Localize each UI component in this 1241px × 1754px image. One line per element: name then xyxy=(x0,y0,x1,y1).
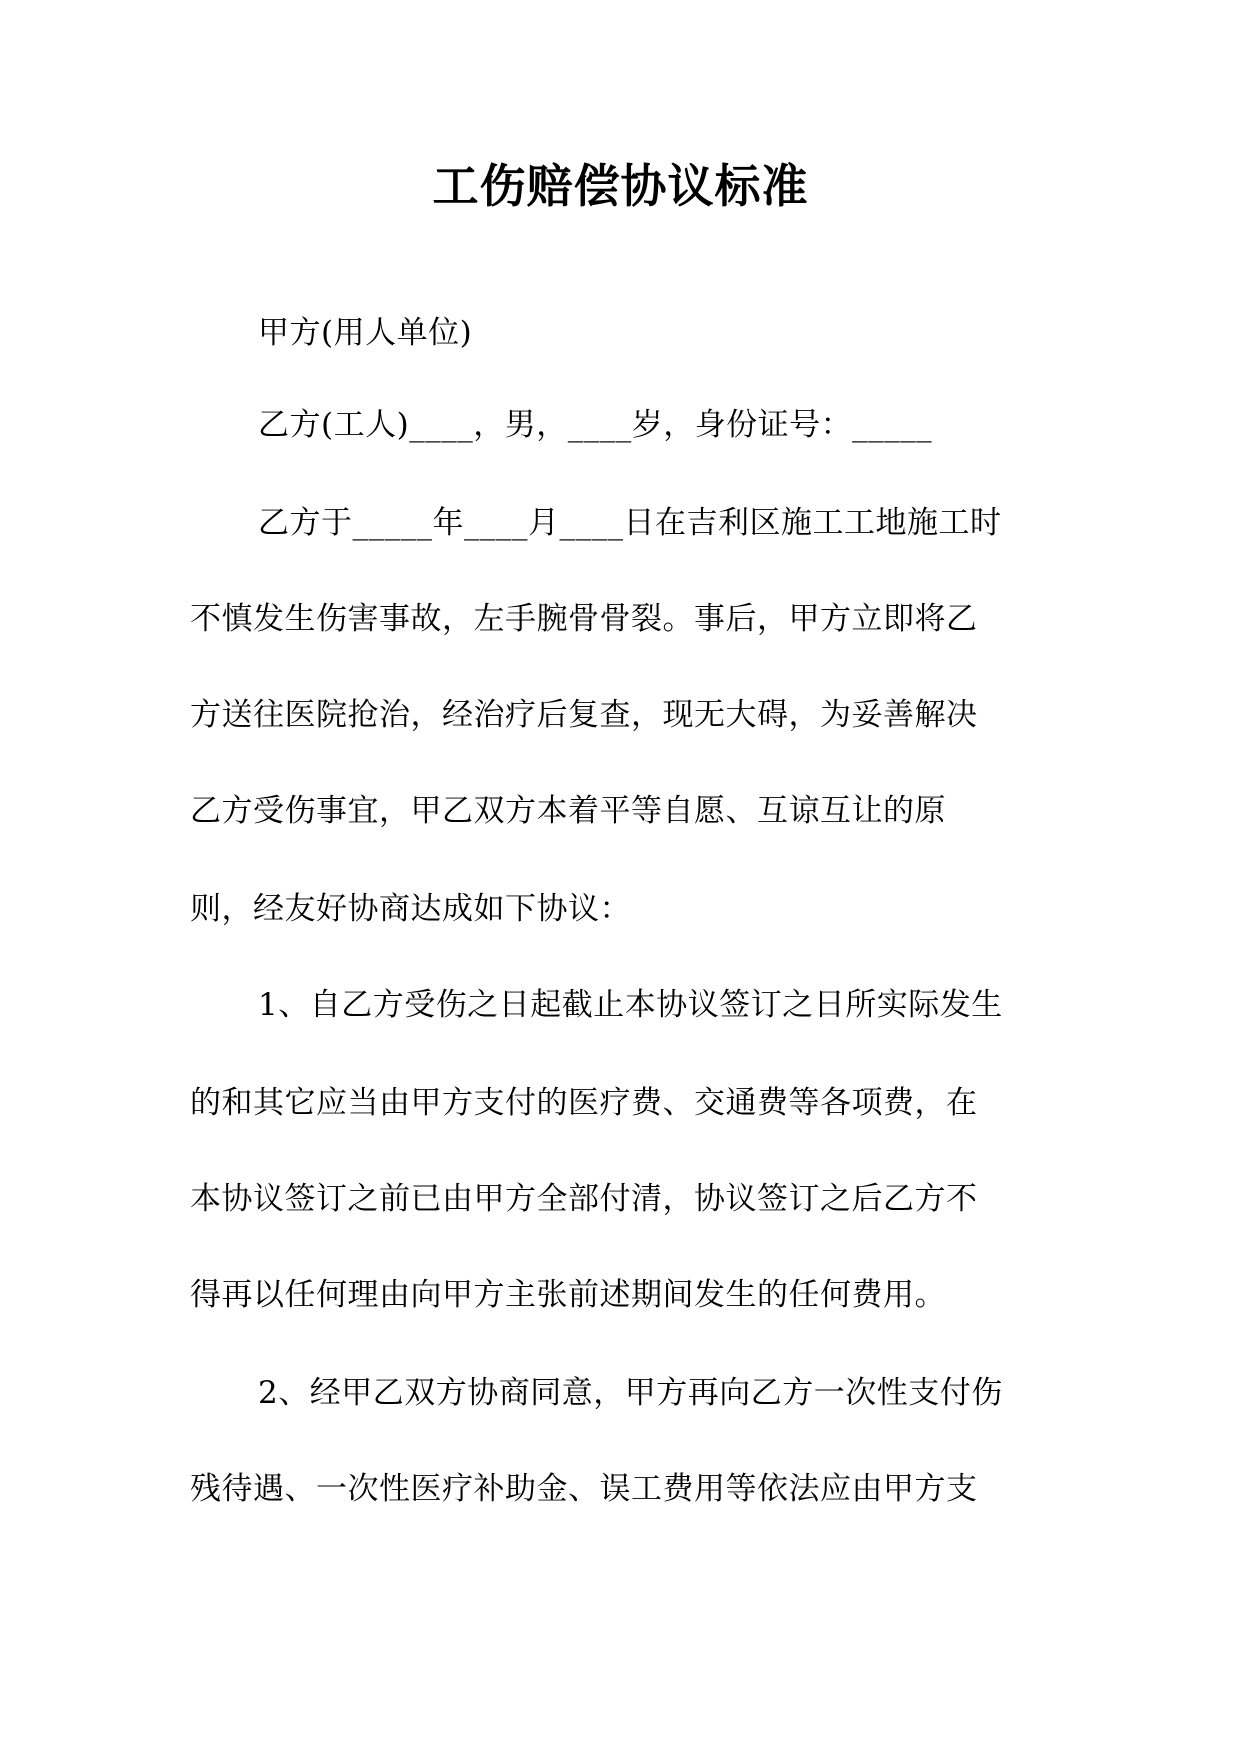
text-line: 不慎发生伤害事故，左手腕骨骨裂。事后，甲方立即将乙 xyxy=(190,601,978,637)
text-line: 乙方(工人)____，男，____岁，身份证号：_____ xyxy=(258,407,933,443)
text-line: 乙方受伤事宜，甲乙双方本着平等自愿、互谅互让的原 xyxy=(190,793,946,829)
text-line: 1、自乙方受伤之日起截止本协议签订之日所实际发生 xyxy=(258,987,1003,1023)
text-line: 甲方(用人单位) xyxy=(258,315,473,351)
text-line: 则，经友好协商达成如下协议： xyxy=(190,891,631,927)
text-line: 乙方于_____年____月____日在吉利区施工工地施工时 xyxy=(258,505,1002,541)
text-line: 2、经甲乙双方协商同意，甲方再向乙方一次性支付伤 xyxy=(258,1375,1003,1411)
text-line: 的和其它应当由甲方支付的医疗费、交通费等各项费，在 xyxy=(190,1085,978,1121)
text-line: 方送往医院抢治，经治疗后复查，现无大碍，为妥善解决 xyxy=(190,697,978,733)
document-title: 工伤赔偿协议标准 xyxy=(432,159,809,213)
text-line: 残待遇、一次性医疗补助金、误工费用等依法应由甲方支 xyxy=(190,1471,978,1507)
text-line: 本协议签订之前已由甲方全部付清，协议签订之后乙方不 xyxy=(190,1181,978,1217)
text-line: 得再以任何理由向甲方主张前述期间发生的任何费用。 xyxy=(190,1277,946,1313)
